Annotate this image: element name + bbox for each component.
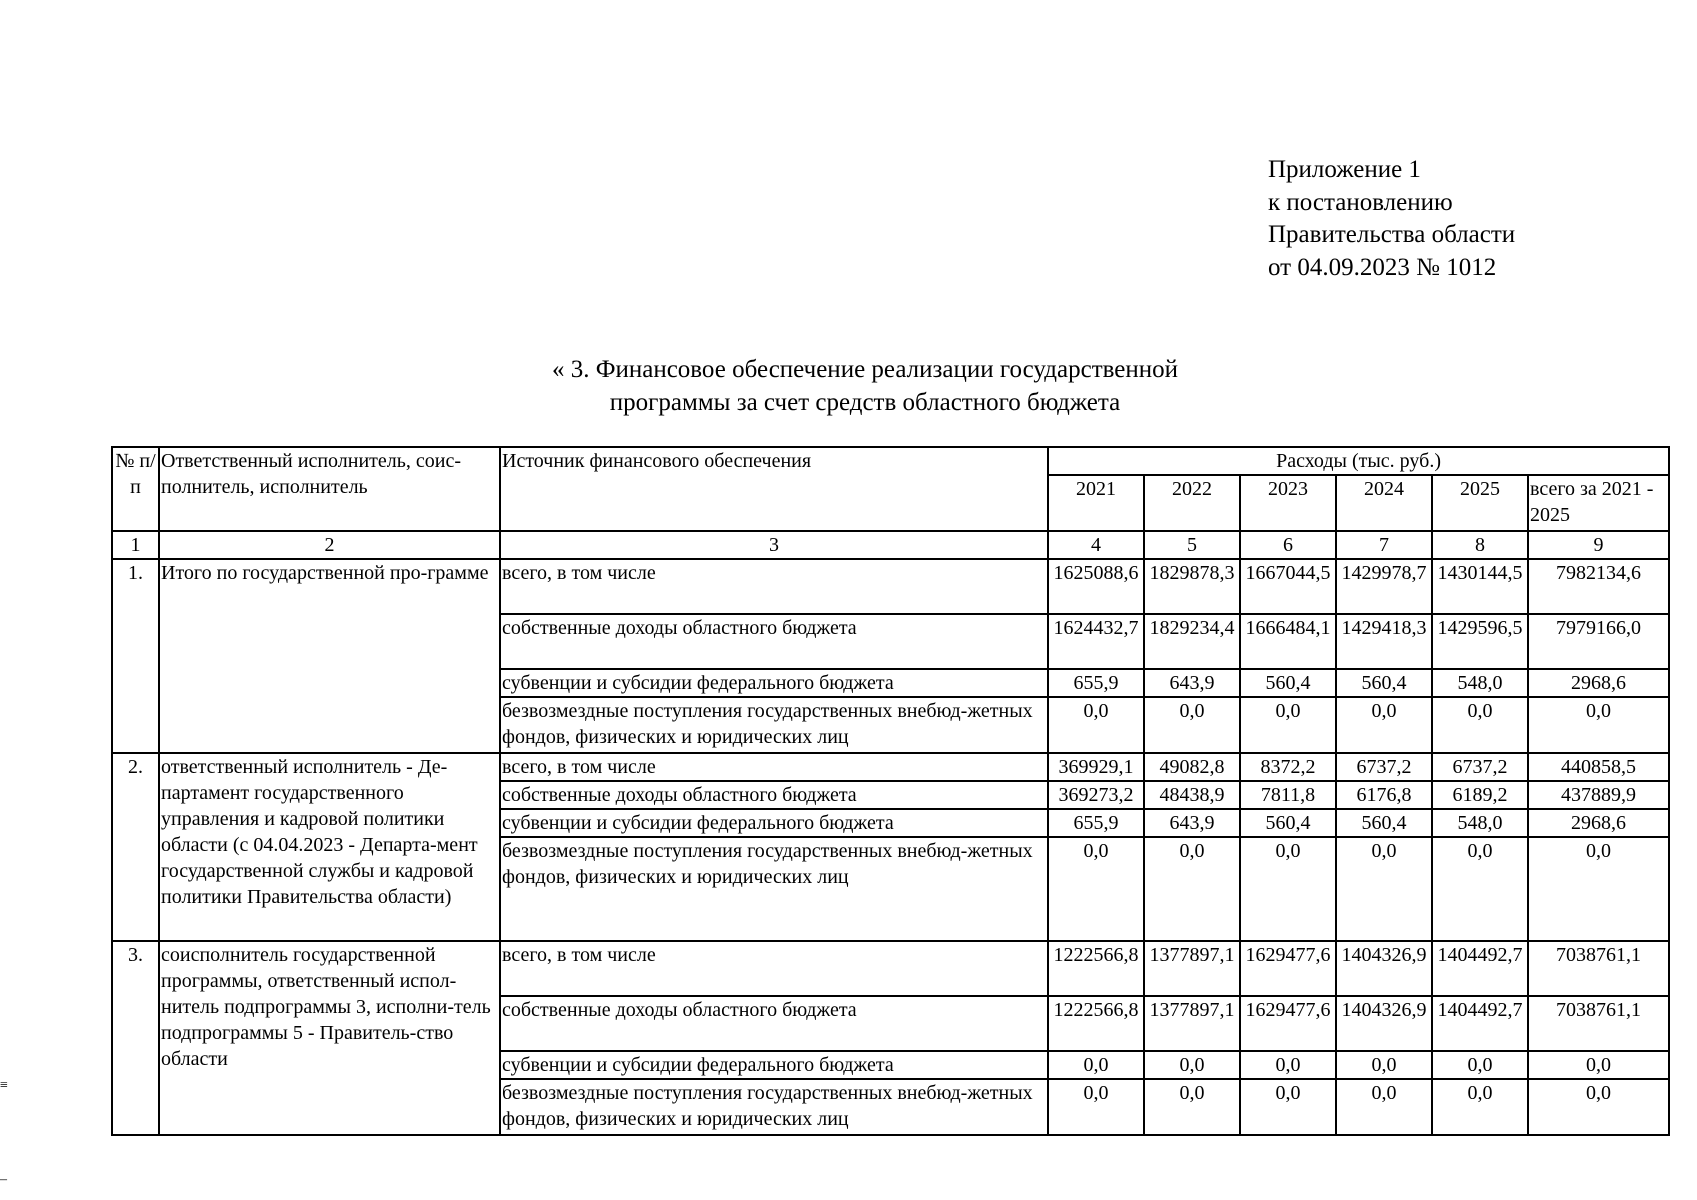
row-year-value: 0,0 [1432, 1051, 1528, 1079]
row-year-value: 655,9 [1048, 809, 1144, 837]
row-year-value: 1404326,9 [1336, 996, 1432, 1051]
row-year-value: 1404326,9 [1336, 941, 1432, 996]
row-year-value: 1625088,6 [1048, 559, 1144, 614]
row-year-value: 0,0 [1240, 1051, 1336, 1079]
row-total-value: 7038761,1 [1528, 996, 1669, 1051]
header-year-2021: 2021 [1048, 475, 1144, 531]
row-year-value: 369273,2 [1048, 781, 1144, 809]
row-year-value: 1629477,6 [1240, 996, 1336, 1051]
row-total-value: 437889,9 [1528, 781, 1669, 809]
row-source: субвенции и субсидии федерального бюджета [500, 809, 1048, 837]
row-year-value: 49082,8 [1144, 753, 1240, 781]
row-executor: соисполнитель государственной программы, ответственный испол-нитель подпрограммы 3, исполни-тель подпрограммы 5 - Правитель-ство области [159, 941, 500, 1135]
row-year-value: 1429418,3 [1336, 614, 1432, 669]
title-line-1: « 3. Финансовое обеспечение реализации государственной [551, 356, 1179, 383]
header-year-2022: 2022 [1144, 475, 1240, 531]
row-source: субвенции и субсидии федерального бюджета [500, 669, 1048, 697]
row-year-value: 1429978,7 [1336, 559, 1432, 614]
row-source: всего, в том числе [500, 753, 1048, 781]
row-number: 2. [112, 753, 159, 941]
row-year-value: 0,0 [1432, 837, 1528, 941]
row-total-value: 2968,6 [1528, 669, 1669, 697]
row-executor: Итого по государственной про-грамме [159, 559, 500, 753]
row-year-value: 560,4 [1240, 809, 1336, 837]
row-year-value: 1667044,5 [1240, 559, 1336, 614]
row-total-value: 0,0 [1528, 1079, 1669, 1135]
row-year-value: 548,0 [1432, 669, 1528, 697]
header-executor: Ответственный исполнитель, соис-полнитель, исполнитель [159, 447, 500, 531]
row-year-value: 48438,9 [1144, 781, 1240, 809]
row-year-value: 0,0 [1240, 697, 1336, 753]
col-number-2: 2 [159, 531, 500, 559]
row-year-value: 6176,8 [1336, 781, 1432, 809]
appendix-line-4: от 04.09.2023 № 1012 [1268, 253, 1497, 281]
row-total-value: 0,0 [1528, 697, 1669, 753]
appendix-line-2: к постановлению [1268, 188, 1453, 216]
table-row [112, 753, 1669, 781]
row-year-value: 560,4 [1336, 669, 1432, 697]
table-row [112, 559, 1669, 614]
row-year-value: 0,0 [1144, 1051, 1240, 1079]
row-year-value: 0,0 [1144, 837, 1240, 941]
scan-edge-mark: ≡ [0, 1078, 8, 1093]
col-number-9: 9 [1528, 531, 1669, 559]
document-title [340, 354, 1390, 419]
row-year-value: 1222566,8 [1048, 996, 1144, 1051]
col-number-6: 6 [1240, 531, 1336, 559]
row-year-value: 0,0 [1144, 1079, 1240, 1135]
row-year-value: 1629477,6 [1240, 941, 1336, 996]
row-executor: ответственный исполнитель - Де-партамент государственного управления и кадровой политики области (с 04.04.2023 - Департа-мент государственной службы и кадровой политики Правительства области) [159, 753, 500, 941]
row-source: безвозмездные поступления государственных внебюд-жетных фондов, физических и юридических лиц [500, 697, 1048, 753]
row-year-value: 0,0 [1048, 1051, 1144, 1079]
row-year-value: 643,9 [1144, 809, 1240, 837]
row-source: всего, в том числе [500, 941, 1048, 996]
row-number: 3. [112, 941, 159, 1135]
appendix-line-1: Приложение 1 [1268, 156, 1421, 183]
row-year-value: 643,9 [1144, 669, 1240, 697]
row-source: субвенции и субсидии федерального бюджета [500, 1051, 1048, 1079]
row-year-value: 0,0 [1048, 1079, 1144, 1135]
row-source: всего, в том числе [500, 559, 1048, 614]
row-year-value: 0,0 [1240, 837, 1336, 941]
header-year-2024: 2024 [1336, 475, 1432, 531]
row-year-value: 0,0 [1432, 1079, 1528, 1135]
header-source: Источник финансового обеспечения [500, 447, 1048, 531]
header-expenses: Расходы (тыс. руб.) [1048, 447, 1669, 475]
row-source: безвозмездные поступления государственных внебюд-жетных фондов, физических и юридических лиц [500, 837, 1048, 941]
col-number-5: 5 [1144, 531, 1240, 559]
header-num: № п/п [112, 447, 159, 531]
row-year-value: 6737,2 [1336, 753, 1432, 781]
row-total-value: 7038761,1 [1528, 941, 1669, 996]
table-row [112, 941, 1669, 996]
row-year-value: 6737,2 [1432, 753, 1528, 781]
col-number-4: 4 [1048, 531, 1144, 559]
col-number-8: 8 [1432, 531, 1528, 559]
title-line-2: программы за счет средств областного бюджета [609, 388, 1121, 416]
row-year-value: 655,9 [1048, 669, 1144, 697]
row-year-value: 0,0 [1144, 697, 1240, 753]
row-source: собственные доходы областного бюджета [500, 781, 1048, 809]
row-year-value: 0,0 [1336, 1079, 1432, 1135]
appendix-line-3: Правительства области [1268, 221, 1516, 248]
scan-edge-mark: – [0, 1172, 7, 1187]
row-year-value: 548,0 [1432, 809, 1528, 837]
row-year-value: 369929,1 [1048, 753, 1144, 781]
row-total-value: 440858,5 [1528, 753, 1669, 781]
row-year-value: 7811,8 [1240, 781, 1336, 809]
header-year-2025: 2025 [1432, 475, 1528, 531]
header-total: всего за 2021 - 2025 [1528, 475, 1669, 531]
row-year-value: 1404492,7 [1432, 941, 1528, 996]
row-year-value: 0,0 [1336, 837, 1432, 941]
row-year-value: 0,0 [1240, 1079, 1336, 1135]
row-year-value: 0,0 [1432, 697, 1528, 753]
row-year-value: 1624432,7 [1048, 614, 1144, 669]
row-year-value: 8372,2 [1240, 753, 1336, 781]
row-year-value: 0,0 [1048, 697, 1144, 753]
row-year-value: 1429596,5 [1432, 614, 1528, 669]
row-number: 1. [112, 559, 159, 753]
row-year-value: 1829234,4 [1144, 614, 1240, 669]
financing-table [111, 446, 1670, 1136]
row-total-value: 7979166,0 [1528, 614, 1669, 669]
row-year-value: 6189,2 [1432, 781, 1528, 809]
row-total-value: 2968,6 [1528, 809, 1669, 837]
row-year-value: 1666484,1 [1240, 614, 1336, 669]
col-number-1: 1 [112, 531, 159, 559]
row-year-value: 0,0 [1336, 1051, 1432, 1079]
row-total-value: 0,0 [1528, 1051, 1669, 1079]
row-year-value: 1222566,8 [1048, 941, 1144, 996]
appendix-block [1268, 154, 1515, 284]
row-year-value: 0,0 [1336, 697, 1432, 753]
row-year-value: 1404492,7 [1432, 996, 1528, 1051]
row-year-value: 1430144,5 [1432, 559, 1528, 614]
row-year-value: 0,0 [1048, 837, 1144, 941]
row-year-value: 1377897,1 [1144, 996, 1240, 1051]
row-year-value: 560,4 [1240, 669, 1336, 697]
column-number-row [112, 531, 1669, 559]
row-year-value: 1377897,1 [1144, 941, 1240, 996]
row-source: безвозмездные поступления государственных внебюд-жетных фондов, физических и юридических лиц [500, 1079, 1048, 1135]
header-row-1 [112, 447, 1669, 475]
row-year-value: 1829878,3 [1144, 559, 1240, 614]
header-year-2023: 2023 [1240, 475, 1336, 531]
row-total-value: 0,0 [1528, 837, 1669, 941]
row-source: собственные доходы областного бюджета [500, 996, 1048, 1051]
row-source: собственные доходы областного бюджета [500, 614, 1048, 669]
col-number-7: 7 [1336, 531, 1432, 559]
col-number-3: 3 [500, 531, 1048, 559]
row-year-value: 560,4 [1336, 809, 1432, 837]
row-total-value: 7982134,6 [1528, 559, 1669, 614]
